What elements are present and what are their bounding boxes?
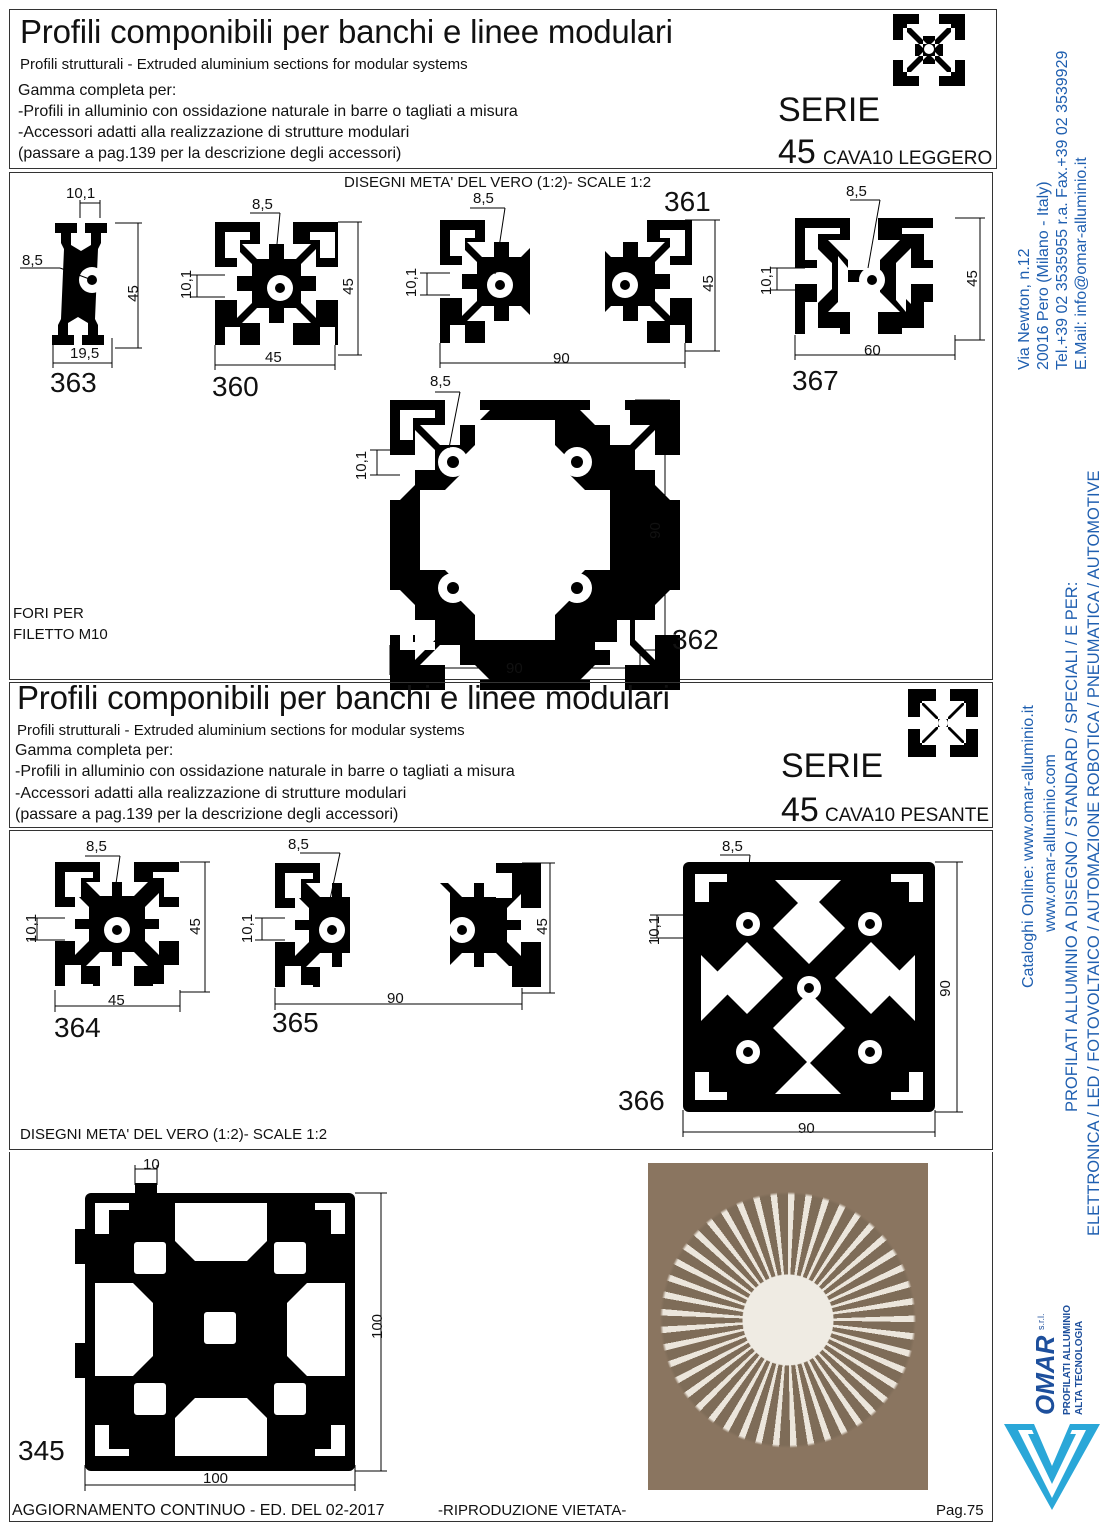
bottom-line-1: Gamma completa per:: [15, 742, 174, 759]
p363-dim-top: 10,1: [66, 185, 96, 202]
p367-dim-hole: 8,5: [846, 183, 867, 200]
profile-365-drawing: [230, 838, 560, 1013]
p362-dim-width: 90: [506, 660, 523, 677]
profile-364-code: 364: [54, 1012, 101, 1043]
top-serie-type: CAVA10 LEGGERO: [823, 148, 993, 169]
p361-dim-width: 90: [553, 350, 570, 367]
bottom-serie-type: CAVA10 PESANTE: [825, 805, 990, 826]
omar-logo-tag1: PROFILATI ALLUMINIO: [1062, 1305, 1073, 1415]
profile-367-code: 367: [792, 365, 839, 396]
p360-dim-width: 45: [265, 349, 282, 366]
p360-dim-height: 45: [339, 278, 357, 295]
footer-reproduction: -RIPRODUZIONE VIETATA-: [438, 1502, 627, 1519]
p364-dim-width: 45: [108, 992, 125, 1009]
bottom-series-icon: [908, 689, 978, 757]
p360-dim-slot: 10,1: [178, 269, 196, 300]
p363-dim-left: 8,5: [22, 252, 43, 269]
top-serie-number: 45: [778, 133, 816, 171]
p345-dim-width: 100: [203, 1470, 229, 1487]
top-line-3: -Accessori adatti alla realizzazione di strutture modulari: [18, 124, 410, 141]
fori-label-2: FILETTO M10: [13, 626, 108, 643]
p362-dim-slot: 10,1: [353, 450, 371, 481]
side-address: Via Newton, n.12: [1016, 248, 1033, 370]
profile-363-code: 363: [50, 367, 97, 398]
top-line-1: Gamma completa per:: [18, 82, 177, 99]
bottom-line-4: (passare a pag.139 per la descrizione degli accessori): [15, 806, 399, 823]
p361-dim-slot: 10,1: [403, 267, 421, 298]
profile-366-drawing: [625, 840, 970, 1140]
p345-dim-height: 100: [369, 1313, 387, 1340]
scale-note-bottom: DISEGNI META' DEL VERO (1:2)- SCALE 1:2: [20, 1126, 328, 1143]
top-title: Profili componibili per banchi e linee modulari: [20, 13, 673, 50]
footer-page: Pag.75: [936, 1502, 984, 1519]
p365-dim-slot: 10,1: [239, 913, 257, 944]
top-subtitle: Profili strutturali - Extruded aluminium sections for modular systems: [20, 56, 468, 73]
p363-dim-height: 45: [124, 285, 142, 302]
side-city: 20016 Pero (Milano - Italy): [1035, 181, 1052, 370]
p345-dim-slot: 10: [143, 1156, 160, 1173]
top-serie-label: SERIE: [778, 91, 881, 129]
p366-dim-width: 90: [798, 1120, 815, 1137]
p367-dim-width: 60: [864, 342, 881, 359]
side-email: E.Mail: info@omar-alluminio.it: [1073, 157, 1090, 370]
p367-dim-height: 45: [963, 270, 981, 287]
profile-345-code: 345: [18, 1435, 65, 1466]
side-services-2: ELETTRONICA / LED / FOTOVOLTAICO / AUTOMAZIONE ROBOTICA / PNEUMATICA / AUTOMOTIVE: [1085, 470, 1103, 1236]
profile-364-drawing: [15, 840, 215, 1015]
p365-dim-hole: 8,5: [288, 836, 309, 853]
profile-361-code: 361: [664, 186, 711, 217]
omar-logo-tag2: ALTA TECNOLOGIA: [1074, 1320, 1085, 1415]
bottom-serie-label: SERIE: [781, 747, 884, 785]
bottom-serie-number: 45: [781, 791, 819, 829]
p364-dim-slot: 10,1: [23, 913, 41, 944]
p362-dim-height: 90: [646, 522, 664, 539]
fori-label-1: FORI PER: [13, 605, 84, 622]
p366-dim-height: 90: [936, 980, 954, 997]
p365-dim-height: 45: [533, 918, 551, 935]
bottom-title: Profili componibili per banchi e linee modulari: [17, 679, 670, 716]
profile-366-code: 366: [618, 1085, 665, 1116]
profile-362-drawing: [345, 380, 685, 680]
profile-360-drawing: [170, 195, 365, 375]
p366-dim-hole: 8,5: [722, 838, 743, 855]
bottom-line-3: -Accessori adatti alla realizzazione di strutture modulari: [15, 785, 407, 802]
p365-dim-width: 90: [387, 990, 404, 1007]
top-series-icon: [893, 14, 965, 84]
omar-logo-name: OMAR: [1030, 1335, 1060, 1415]
profile-362-code: 362: [672, 624, 719, 655]
side-tel: Tel.+39 02 3535955 r.a. Fax.+39 02 3539929: [1054, 50, 1071, 370]
footer-edition: AGGIORNAMENTO CONTINUO - ED. DEL 02-2017: [12, 1502, 385, 1519]
bottom-line-2: -Profili in alluminio con ossidazione naturale in barre o tagliati a misura: [15, 763, 515, 780]
p360-dim-hole: 8,5: [252, 196, 273, 213]
side-services-1: PROFILATI ALLUMINIO A DISEGNO / STANDARD / SPECIALI / E PER:: [1063, 581, 1081, 1112]
p362-dim-hole: 8,5: [430, 373, 451, 390]
bottom-subtitle: Profili strutturali - Extruded aluminium sections for modular systems: [17, 722, 465, 739]
p361-dim-height: 45: [699, 275, 717, 292]
footer-frame: [9, 1152, 993, 1522]
p361-dim-hole: 8,5: [473, 190, 494, 207]
scale-note-top: DISEGNI META' DEL VERO (1:2)- SCALE 1:2: [344, 174, 652, 191]
p366-dim-slot: 10,1: [646, 915, 664, 946]
p364-dim-height: 45: [186, 918, 204, 935]
omar-logo-mark: [1002, 1420, 1104, 1512]
top-line-4: (passare a pag.139 per la descrizione degli accessori): [18, 145, 402, 162]
p364-dim-hole: 8,5: [86, 838, 107, 855]
side-web: www.omar-alluminio.com: [1042, 754, 1059, 932]
profile-360-code: 360: [212, 371, 259, 402]
p367-dim-slot: 10,1: [758, 265, 776, 296]
p363-dim-width: 19,5: [70, 345, 100, 362]
omar-logo-suffix: s.r.l.: [1036, 1313, 1046, 1330]
profile-365-code: 365: [272, 1007, 319, 1038]
top-line-2: -Profili in alluminio con ossidazione naturale in barre o tagliati a misura: [18, 103, 518, 120]
side-cataloghi: Cataloghi Online: www.omar-alluminio.it: [1020, 705, 1037, 988]
